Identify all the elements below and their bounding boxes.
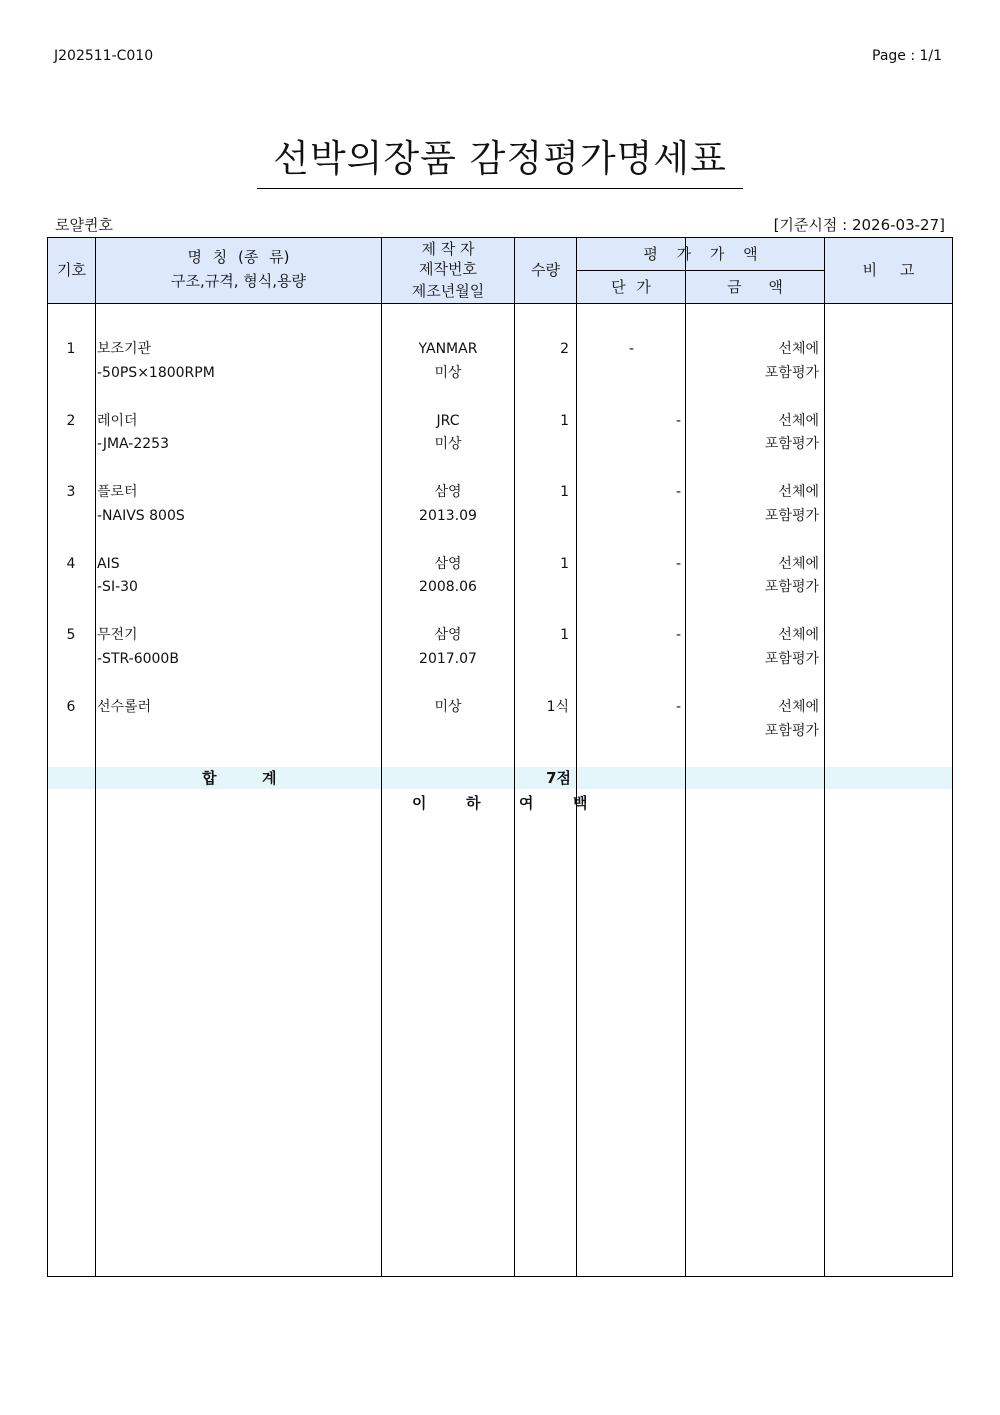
item-maker: 삼영: [434, 555, 462, 572]
item-maker: 미상: [434, 699, 462, 715]
item-maker-detail: 2017.07: [419, 650, 477, 667]
item-amount-note: 포함평가: [764, 579, 819, 596]
item-qty: 1: [560, 412, 569, 429]
page-title: 선박의장품 감정평가명세표: [257, 128, 743, 189]
appraisal-table: [47, 237, 953, 1277]
item-amount: 선체에: [778, 412, 819, 429]
item-spec: -50PS×1800RPM: [97, 364, 215, 381]
blank-marker-char: 여: [519, 794, 534, 812]
item-spec: -STR-6000B: [97, 650, 179, 667]
total-qty: 7점: [546, 769, 571, 787]
header-manufacture-date: 제조년월일: [411, 282, 485, 300]
blank-marker-char: 하: [466, 794, 481, 812]
item-amount: 선체에: [778, 555, 819, 572]
item-name: AIS: [97, 555, 120, 572]
row-number: 6: [66, 699, 76, 715]
ship-name: 로얄퀸호: [55, 216, 113, 234]
header-unit-price: 단 가: [611, 278, 651, 296]
item-qty: 1식: [546, 699, 569, 715]
column-divider: [576, 238, 577, 1276]
header-appraised-value: 평 가 가 액: [643, 245, 758, 263]
header-serial: 제작번호: [419, 260, 477, 278]
column-divider: [95, 238, 96, 1276]
total-label-b: 계: [262, 769, 277, 787]
item-name: 선수롤러: [97, 699, 152, 715]
item-spec: -NAIVS 800S: [97, 507, 185, 524]
item-maker: YANMAR: [418, 341, 478, 357]
item-unit-price: -: [628, 341, 634, 357]
item-amount: 선체에: [778, 627, 819, 644]
item-amount: 선체에: [778, 699, 819, 715]
item-maker: 삼영: [434, 627, 462, 644]
item-spec: -SI-30: [97, 579, 138, 596]
item-amount-note: 포함평가: [764, 364, 819, 381]
item-unit-price: -: [675, 412, 681, 429]
value-group-divider: [577, 270, 824, 271]
item-maker: JRC: [436, 412, 460, 429]
item-unit-price: -: [675, 555, 681, 572]
blank-marker-char: 백: [573, 794, 588, 812]
blank-marker-char: 이: [412, 794, 427, 812]
header-maker: 제 작 자: [421, 240, 475, 258]
column-divider: [824, 238, 825, 1276]
row-number: 4: [66, 555, 76, 572]
page-number: Page : 1/1: [872, 48, 943, 64]
item-qty: 1: [560, 484, 569, 501]
item-unit-price: -: [675, 627, 681, 644]
item-qty: 1: [560, 555, 569, 572]
item-amount: 선체에: [778, 341, 819, 357]
header-qty: 수량: [531, 261, 560, 279]
item-qty: 1: [560, 627, 569, 644]
document-id: J202511-C010: [54, 48, 154, 64]
item-name: 무전기: [97, 627, 138, 644]
item-maker-detail: 2008.06: [419, 579, 477, 596]
item-unit-price: -: [675, 699, 681, 715]
item-amount-note: 포함평가: [764, 722, 819, 739]
header-amount: 금 액: [727, 278, 783, 296]
column-divider: [514, 238, 515, 1276]
total-label-a: 합: [202, 769, 217, 787]
item-unit-price: -: [675, 484, 681, 501]
item-amount: 선체에: [778, 484, 819, 501]
row-number: 1: [66, 341, 76, 357]
item-spec: -JMA-2253: [97, 436, 169, 453]
item-name: 레이더: [97, 412, 138, 429]
column-divider: [381, 238, 382, 1276]
header-remarks: 비 고: [862, 261, 915, 279]
item-amount-note: 포함평가: [764, 650, 819, 667]
header-no: 기호: [57, 261, 86, 279]
item-amount-note: 포함평가: [764, 436, 819, 453]
item-qty: 2: [560, 341, 569, 357]
item-name: 보조기관: [97, 341, 152, 357]
header-spec: 구조,규격, 형식,용량: [171, 272, 306, 290]
column-divider: [685, 238, 686, 1276]
row-number: 2: [66, 412, 76, 429]
item-maker: 삼영: [434, 484, 462, 501]
item-name: 플로터: [97, 484, 138, 501]
base-date: [기준시점 : 2026-03-27]: [773, 216, 945, 234]
row-number: 5: [66, 627, 76, 644]
item-maker-detail: 미상: [434, 436, 462, 453]
row-number: 3: [66, 484, 76, 501]
header-name: 명 칭 (종 류): [187, 248, 290, 266]
header-divider: [48, 303, 952, 304]
item-maker-detail: 2013.09: [419, 507, 477, 524]
item-maker-detail: 미상: [434, 364, 462, 381]
item-amount-note: 포함평가: [764, 507, 819, 524]
